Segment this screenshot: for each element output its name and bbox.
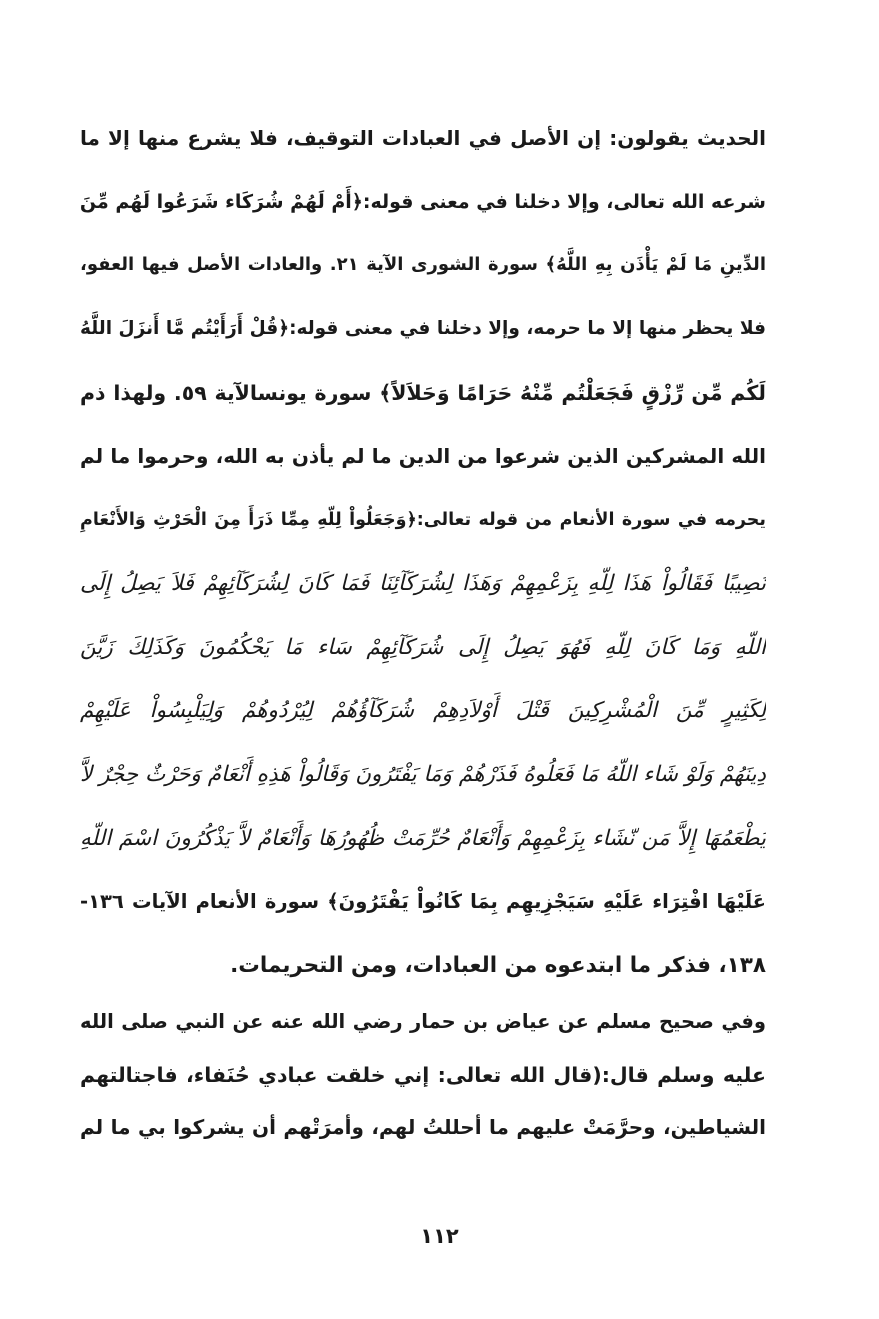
text-line: عَلَيْهَا افْتِرَاء عَلَيْهِ سَيَجْزِيهِم بِمَا كَانُواْ يَفْتَرُونَ﴾ سورة الأنعام الآيات ١٣٦- (80, 890, 766, 914)
page-number: ١١٢ (420, 1224, 459, 1248)
text-line: الدِّينِ مَا لَمْ يَأْذَن بِهِ اللَّهُ﴾ سورة الشورى الآية ٢١. والعادات الأصل فيها العفو، (80, 254, 766, 276)
text-line: عليه وسلم قال:(قال الله تعالى: إني خلقت عبادي حُنَفاء، فاجتالتهم (80, 1062, 766, 1087)
text-line: لَكُم مِّن رِّزْقٍ فَجَعَلْتُم مِّنْهُ حَرَامًا وَحَلاَلاً﴾ سورة يونسالآية ٥٩. ولهذا ذم (80, 380, 766, 405)
quran-verse-line: نَصِيبًا فَقَالُواْ هَذَا لِلّهِ بِزَعْمِهِمْ وَهَذَا لِشُرَكَآئِنَا فَمَا كَانَ لِشُرَكَآئِهِمْ فَلاَ يَصِلُ إِلَى (80, 570, 766, 596)
text-line: يحرمه في سورة الأنعام من قوله تعالى:﴿وَجَعَلُواْ لِلّهِ مِمِّا ذَرَأَ مِنَ الْحَرْثِ وَالأَنْعَامِ (80, 510, 766, 531)
quran-verse-line: لِكَثِيرٍ مِّنَ الْمُشْرِكِينَ قَتْلَ أَوْلاَدِهِمْ شُرَكَآؤُهُمْ لِيُرْدُوهُمْ وَلِيَلْبِسُواْ عَلَيْهِمْ (80, 698, 766, 724)
paragraph-main (80, 112, 766, 1004)
text-line: فلا يحظر منها إلا ما حرمه، وإلا دخلنا في معنى قوله:﴿قُلْ أَرَأَيْتُم مَّا أَنزَلَ اللَّهُ (80, 318, 766, 340)
quran-verse-line: دِينَهُمْ وَلَوْ شَاء اللّهُ مَا فَعَلُوهُ فَذَرْهُمْ وَمَا يَفْتَرُونَ وَقَالُواْ هَذِهِ أَنْعَامٌ وَحَرْثٌ حِجْرٌ لاَّ (80, 761, 766, 787)
text-line: الحديث يقولون: إن الأصل في العبادات التوقيف، فلا يشرع منها إلا ما (80, 126, 766, 150)
paragraph-hadith (80, 998, 766, 1156)
text-line: الله المشركين الذين شرعوا من الدين ما لم يأذن به الله، وحرموا ما لم (80, 444, 766, 469)
text-line: الشياطين، وحرَّمَتْ عليهم ما أحللتُ لهم، وأمرَتْهم أن يشركوا بي ما لم (80, 1115, 766, 1139)
quran-verse-line: يَطْعَمُهَا إِلاَّ مَن نّشَاء بِزَعْمِهِمْ وَأَنْعَامٌ حُرِّمَتْ ظُهُورُهَا وَأَنْعَامٌ لاَّ يَذْكُرُونَ اسْمَ اللّهِ (80, 825, 766, 851)
text-line: ١٣٨، فذكر ما ابتدعوه من العبادات، ومن التحريمات. (230, 952, 766, 978)
text-line: وفي صحيح مسلم عن عياض بن حمار رضي الله عنه عن النبي صلى الله (80, 1010, 766, 1033)
quran-verse-line: اللّهِ وَمَا كَانَ لِلّهِ فَهُوَ يَصِلُ إِلَى شُرَكَآئِهِمْ سَاء مَا يَحْكُمُونَ وَكَذَلِكَ زَيَّنَ (80, 634, 766, 660)
text-line: شرعه الله تعالى، وإلا دخلنا في معنى قوله:﴿أَمْ لَهُمْ شُرَكَاء شَرَعُوا لَهُم مِّنَ (80, 190, 766, 213)
